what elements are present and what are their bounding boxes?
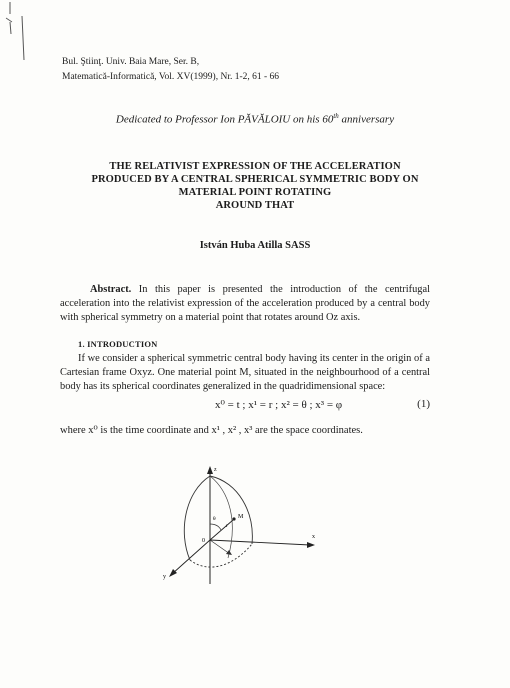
origin-label: 0 bbox=[202, 538, 205, 544]
abstract-text: In this paper is presented the introduction of the centrifugal acceleration into the relativist expression of the acceleration produced by a central body with spherical symmetry on a material point that rotates around Oz axis. bbox=[60, 284, 430, 323]
paper-title bbox=[0, 160, 510, 212]
z-label: z bbox=[214, 467, 217, 473]
projection-line bbox=[210, 540, 230, 554]
x-label: x bbox=[312, 534, 315, 540]
journal-citation-line-1: Bul. Ştiinţ. Univ. Baia Mare, Ser. B, bbox=[62, 57, 200, 67]
journal-citation-line-2: Matematică-Informatică, Vol. XV(1999), Nr. 1-2, 61 - 66 bbox=[62, 72, 280, 82]
x-arrow bbox=[307, 542, 315, 548]
z-arrow bbox=[207, 466, 213, 474]
point-M bbox=[232, 517, 235, 520]
equation-number: (1) bbox=[417, 398, 430, 410]
dedication: Dedicated to Professor Ion PĂVĂLOIU on his 60th anniversary bbox=[115, 112, 395, 126]
theta-arc bbox=[210, 524, 221, 530]
abstract-label: Abstract. bbox=[90, 284, 132, 295]
where-clause: where x⁰ is the time coordinate and x¹ , x² , x³ are the space coordinates. bbox=[60, 425, 363, 436]
introduction-paragraph: If we consider a spherical symmetric central body having its center in the origin of a Cartesian frame Oxyz. One material point M, situated in the neighbourhood of a central body has its spherical coordinates generalized in the quadridimensional space: bbox=[60, 353, 430, 392]
author-name: István Huba Atilla SASS bbox=[199, 240, 311, 251]
equation-body: x⁰ = t ; x¹ = r ; x² = θ ; x³ = φ bbox=[215, 399, 343, 411]
abstract bbox=[60, 283, 430, 325]
x-axis bbox=[210, 540, 310, 545]
meridian-arc bbox=[210, 476, 252, 544]
title-line-3: MATERIAL POINT ROTATING bbox=[178, 187, 332, 198]
y-axis bbox=[172, 540, 210, 574]
M-label: M bbox=[238, 514, 244, 520]
scan-edge-marks bbox=[0, 0, 30, 60]
section-heading: 1. INTRODUCTION bbox=[78, 339, 158, 349]
r-label: r bbox=[226, 523, 228, 529]
y-label: y bbox=[163, 574, 166, 580]
title-line-2: PRODUCED BY A CENTRAL SPHERICAL SYMMETRIC BODY ON bbox=[91, 174, 419, 185]
radius-vector bbox=[210, 520, 233, 540]
spherical-coordinates-figure bbox=[160, 462, 330, 587]
front-arc bbox=[184, 476, 210, 560]
title-line-1: THE RELATIVIST EXPRESSION OF THE ACCELERATION bbox=[109, 161, 401, 172]
theta-label: θ bbox=[213, 516, 216, 522]
title-line-4: AROUND THAT bbox=[215, 200, 295, 211]
